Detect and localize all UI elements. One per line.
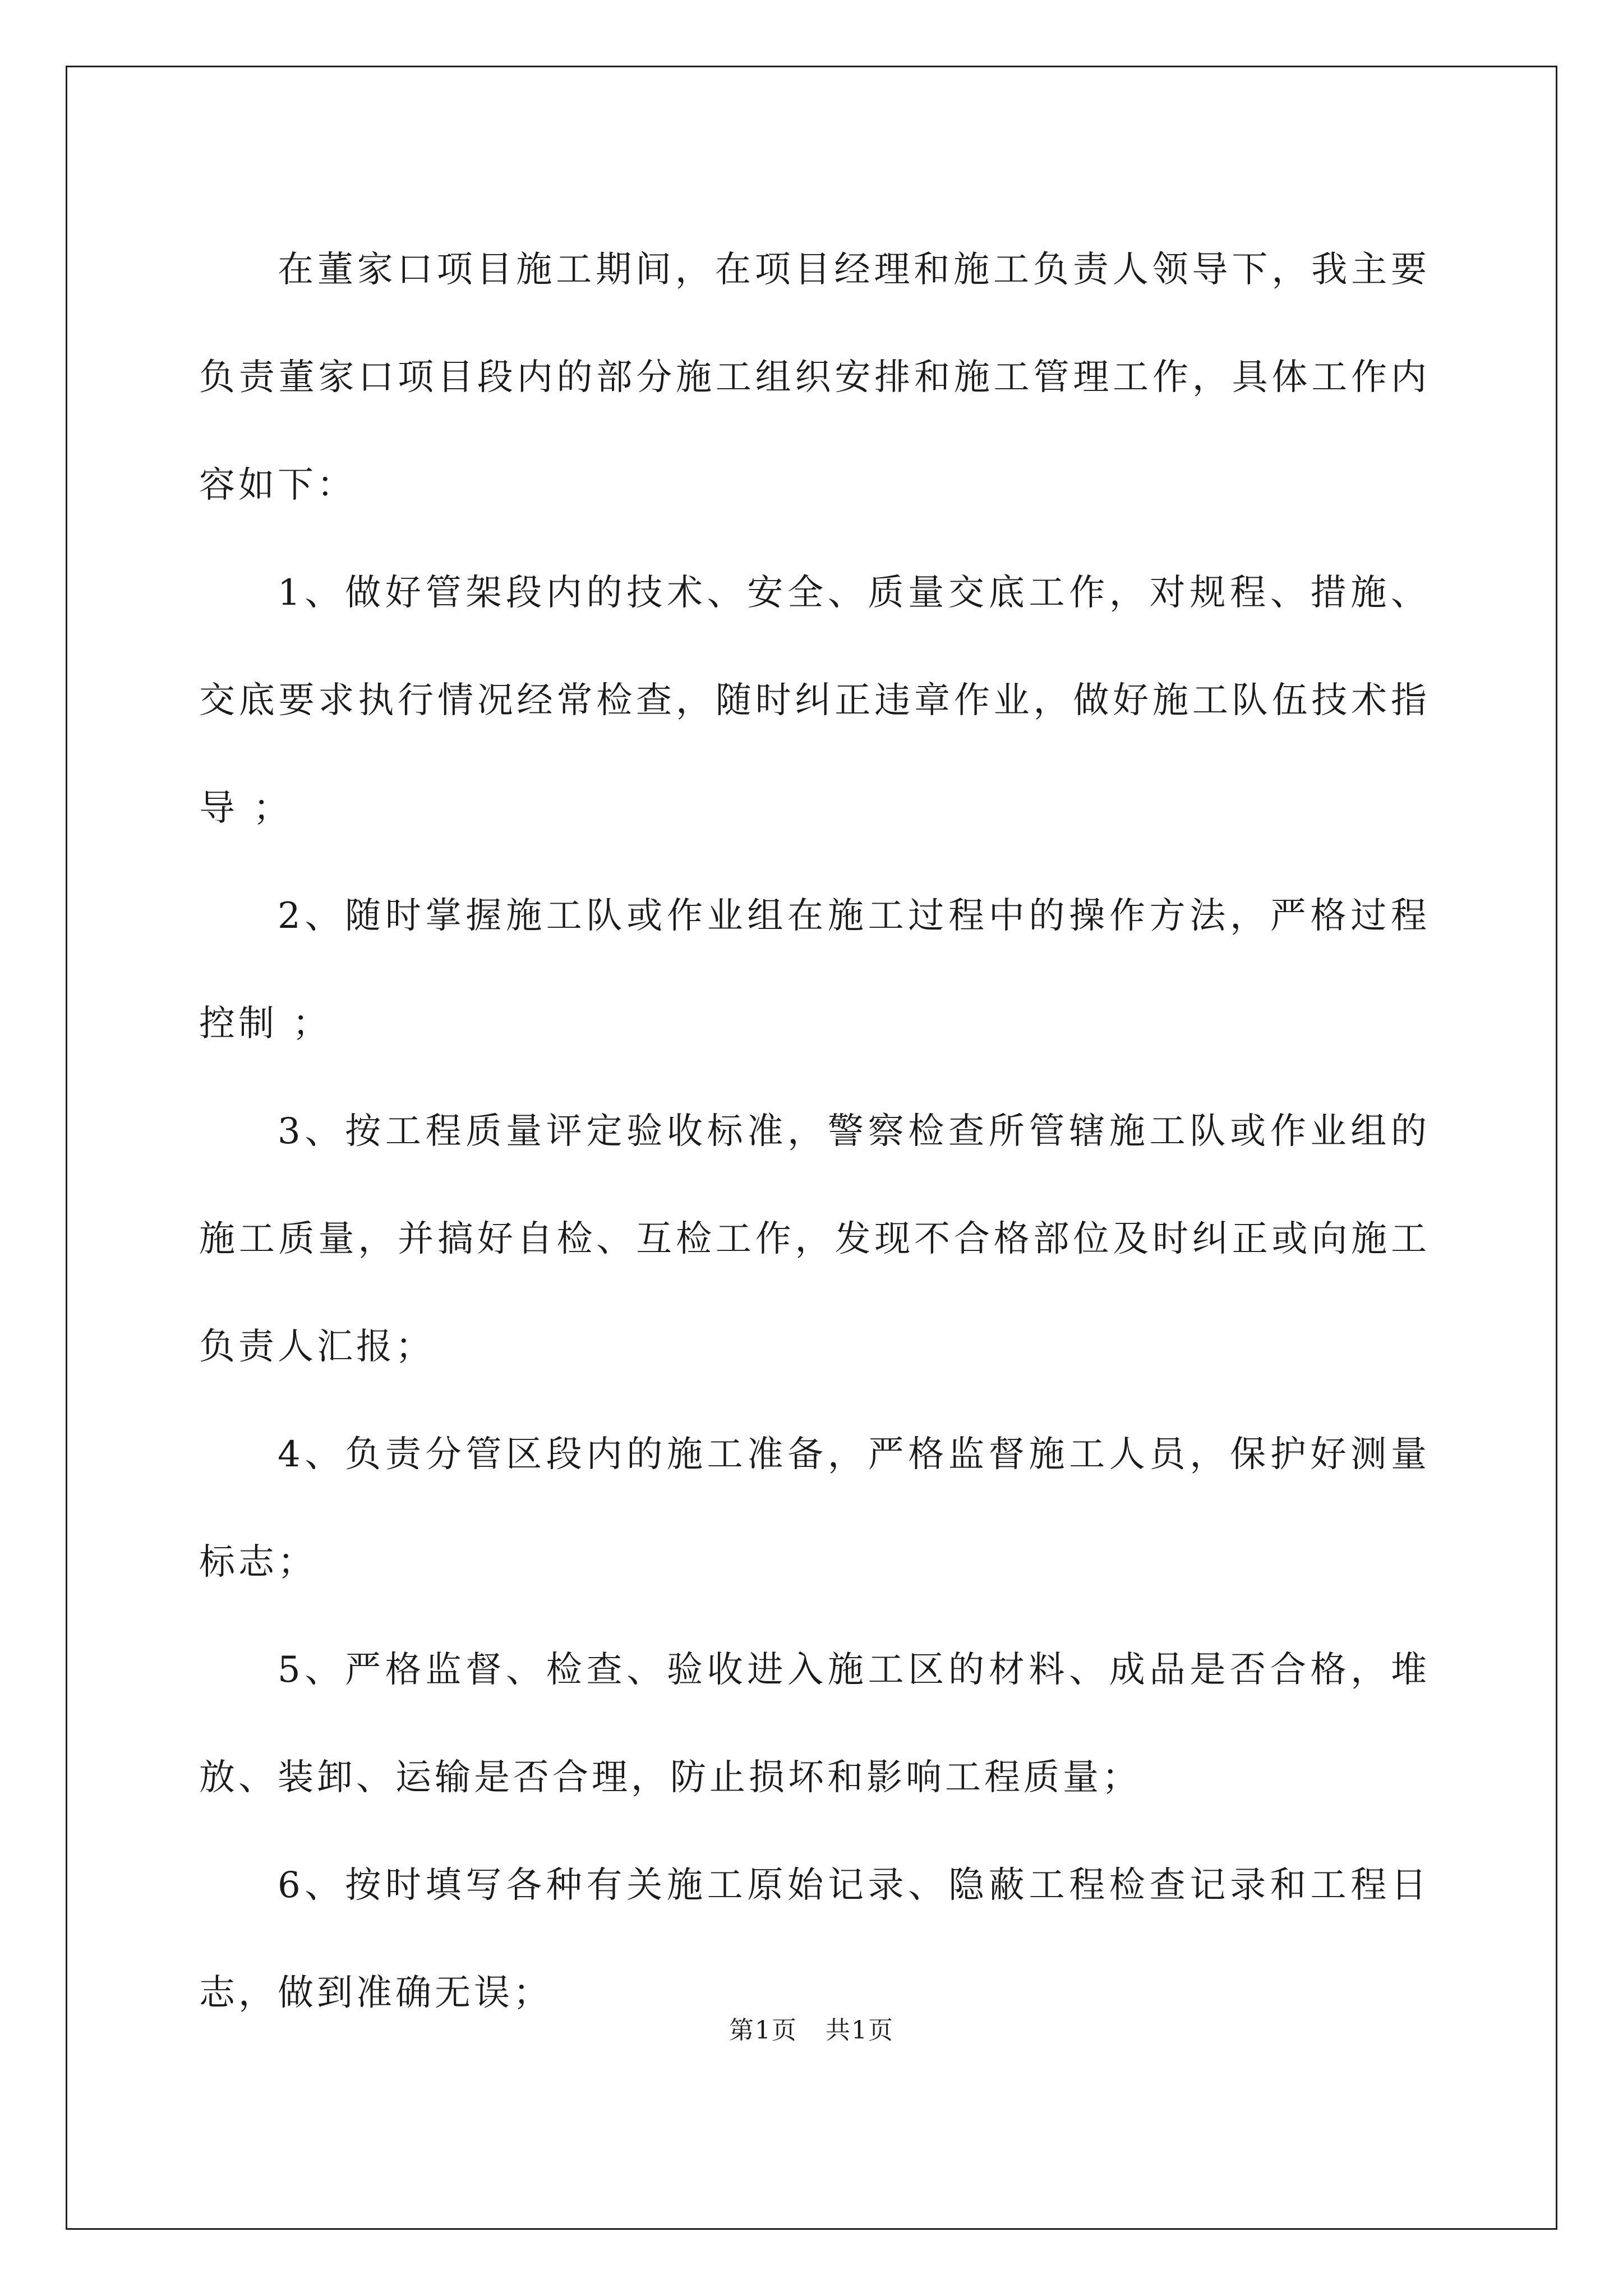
page-footer bbox=[0, 2014, 1623, 2047]
paragraph-item-2: 2、随时掌握施工队或作业组在施工过程中的操作方法，严格过程控制 ； bbox=[199, 895, 1430, 1045]
paragraph-item-4: 4、负责分管区段内的施工准备，严格监督施工人员，保护好测量标志； bbox=[199, 1434, 1430, 1583]
paragraph-intro: 在董家口项目施工期间，在项目经理和施工负责人领导下，我主要负责董家口项目段内的部分施工组织安排和施工管理工作，具体工作内容如下： bbox=[199, 249, 1430, 506]
paragraph-item-5: 5、严格监督、检查、验收进入施工区的材料、成品是否合格，堆放、装卸、运输是否合理，防止损坏和影响工程质量； bbox=[199, 1649, 1430, 1798]
paragraph-item-3: 3、按工程质量评定验收标准，警察检查所管辖施工队或作业组的施工质量，并搞好自检、互检工作，发现不合格部位及时纠正或向施工负责人汇报； bbox=[199, 1111, 1430, 1368]
paragraph-item-6: 6、按时填写各种有关施工原始记录、隐蔽工程检查记录和工程日志，做到准确无误； bbox=[199, 1865, 1430, 2014]
page-total: 共1页 bbox=[826, 2016, 894, 2045]
document-body bbox=[199, 216, 1430, 2047]
paragraph-item-1: 1、做好管架段内的技术、安全、质量交底工作，对规程、措施、交底要求执行情况经常检查，随时纠正违章作业，做好施工队伍技术指导 ； bbox=[199, 572, 1430, 829]
page-number: 第1页 bbox=[729, 2016, 797, 2045]
